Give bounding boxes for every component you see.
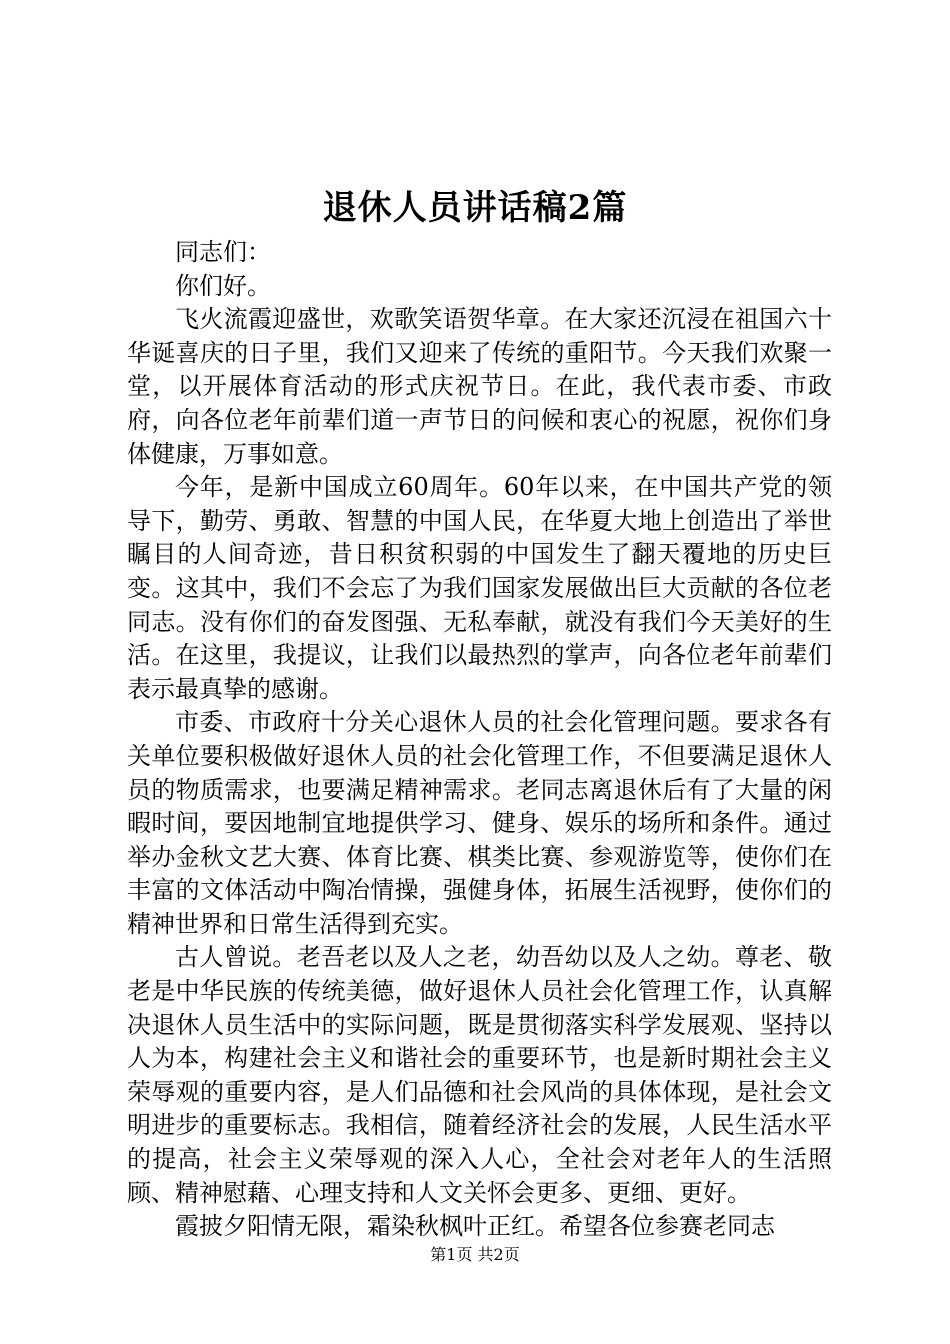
greeting: 你们好。 (175, 271, 271, 300)
page-number-footer: 第1页 共2页 (430, 1245, 520, 1264)
document-title: 退休人员讲话稿2篇 (322, 188, 628, 228)
paragraph: 古人曾说。老吾老以及人之老，幼吾幼以及人之幼。尊老、敬老是中华民族的传统美德，做好退休人员社会化管理工作，认真解决退休人员生活中的实际问题，既是贯彻落实科学发展观、坚持以人为本，构建社会主义和谐社会的重要环节，也是新时期社会主义荣辱观的重要内容，是人们品德和社会风尚的具体体现，是社会文明进步的重要标志。我相信，随着经济社会的发展，人民生活水平的提高，社会主义荣辱观的深入人心，全社会对老年人的生活照顾、精神慰藉、心理支持和人文关怀会更多、更细、更好。 (127, 943, 832, 1207)
paragraph: 飞火流霞迎盛世，欢歌笑语贺华章。在大家还沉浸在祖国六十华诞喜庆的日子里，我们又迎来了传统的重阳节。今天我们欢聚一堂，以开展体育活动的形式庆祝节日。在此，我代表市委、市政府，向各位老年前辈们道一声节日的问候和衷心的祝愿，祝你们身体健康，万事如意。 (127, 305, 832, 468)
paragraph: 今年，是新中国成立60周年。60年以来，在中国共产党的领导下，勤劳、勇敢、智慧的中国人民，在华夏大地上创造出了举世瞩目的人间奇迹，昔日积贫积弱的中国发生了翻天覆地的历史巨变。这其中，我们不会忘了为我们国家发展做出巨大贡献的各位老同志。没有你们的奋发图强、无私奉献，就没有我们今天美好的生活。在这里，我提议，让我们以最热烈的掌声，向各位老年前辈们表示最真挚的感谢。 (127, 473, 832, 703)
paragraph: 市委、市政府十分关心退休人员的社会化管理问题。要求各有关单位要积极做好退休人员的社会化管理工作，不但要满足退休人员的物质需求，也要满足精神需求。老同志离退休后有了大量的闲暇时间，要因地制宜地提供学习、健身、娱乐的场所和条件。通过举办金秋文艺大赛、体育比赛、棋类比赛、参观游览等，使你们在丰富的文体活动中陶冶情操，强健身体，拓展生活视野，使你们的精神世界和日常生活得到充实。 (127, 708, 832, 938)
document-body (127, 236, 832, 1244)
salutation: 同志们： (175, 238, 271, 266)
paragraph: 霞披夕阳情无限，霜染秋枫叶正红。希望各位参赛老同志 (175, 1212, 775, 1241)
